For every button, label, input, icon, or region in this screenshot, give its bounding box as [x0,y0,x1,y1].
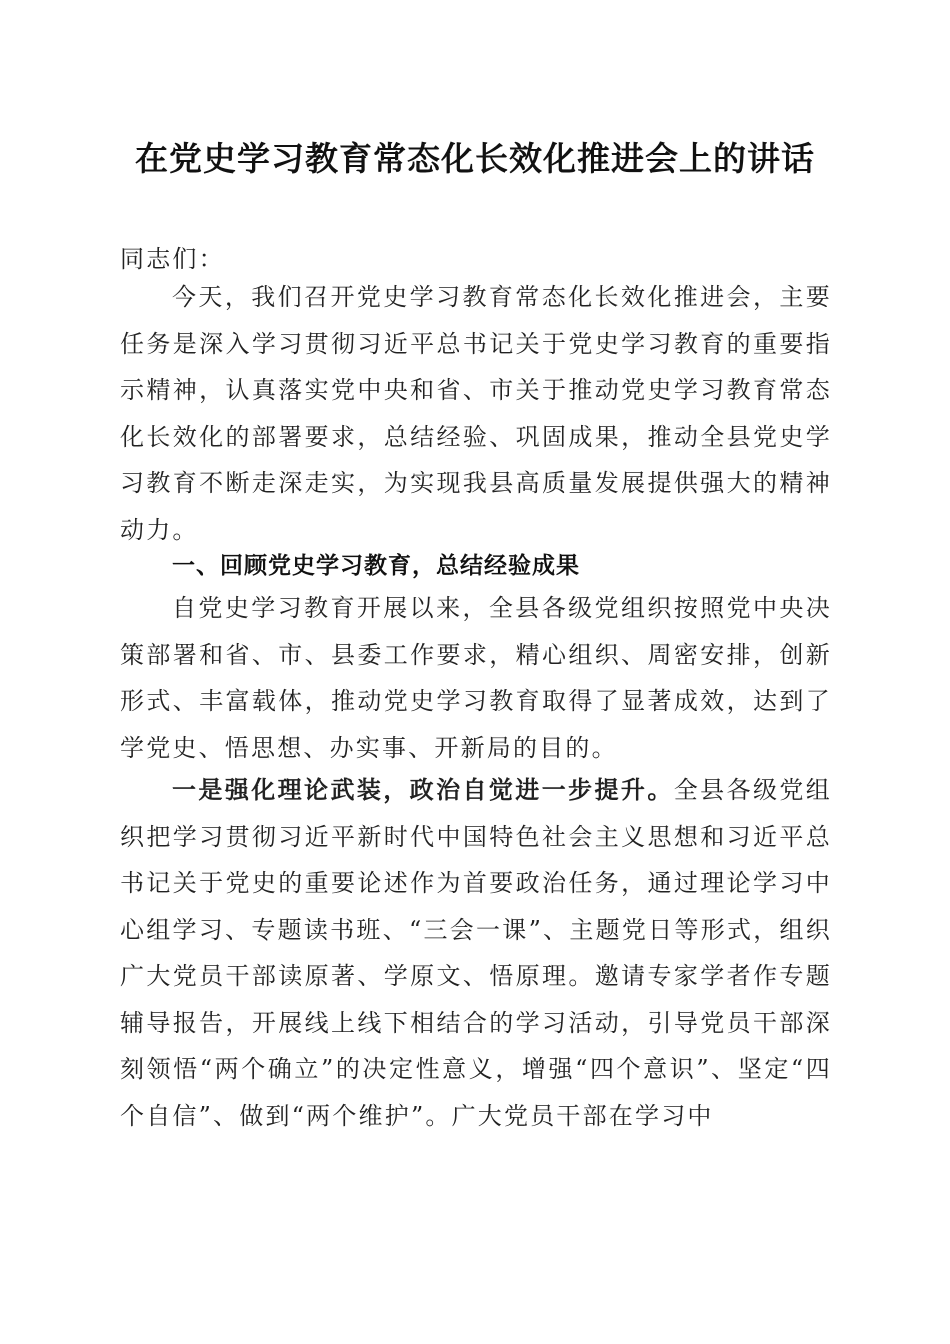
section-heading: 一、回顾党史学习教育，总结经验成果 [172,553,580,579]
document-title: 在党史学习教育常态化长效化推进会上的讲话 [135,139,815,178]
intro-paragraph: 今天，我们召开党史学习教育常态化长效化推进会，主要任务是深入学习贯彻习近平总书记关于党史学习教育的重要指示精神，认真落实党中央和省、市关于推动党史学习教育常态化长效化的部署要求，总结经验、巩固成果，推动全县党史学习教育不断走深走实，为实现我县高质量发展提供强大的精神动力。 [120,283,832,544]
point-one-body: 全县各级党组织把学习贯彻习近平新时代中国特色社会主义思想和习近平总书记关于党史的重要论述作为首要政治任务，通过理论学习中心组学习、专题读书班、“三会一课”、主题党日等形式，组织广大党员干部读原著、学原文、悟原理。邀请专家学者作专题辅导报告，开展线上线下相结合的学习活动，引导党员干部深刻领悟“两个确立”的决定性意义，增强“四个意识”、坚定“四个自信”、做到“两个维护”。广大党员干部在学习中 [120,776,832,1130]
point-one-lead: 一是强化理论武装，政治自觉进一步提升。 [172,775,674,804]
salutation: 同志们： [120,245,225,273]
section-paragraph: 自党史学习教育开展以来，全县各级党组织按照党中央决策部署和省、市、县委工作要求，精心组织、周密安排，创新形式、丰富载体，推动党史学习教育取得了显著成效，达到了学党史、悟思想、办实事、开新局的目的。 [120,594,832,762]
point-one-paragraph [120,767,832,1139]
